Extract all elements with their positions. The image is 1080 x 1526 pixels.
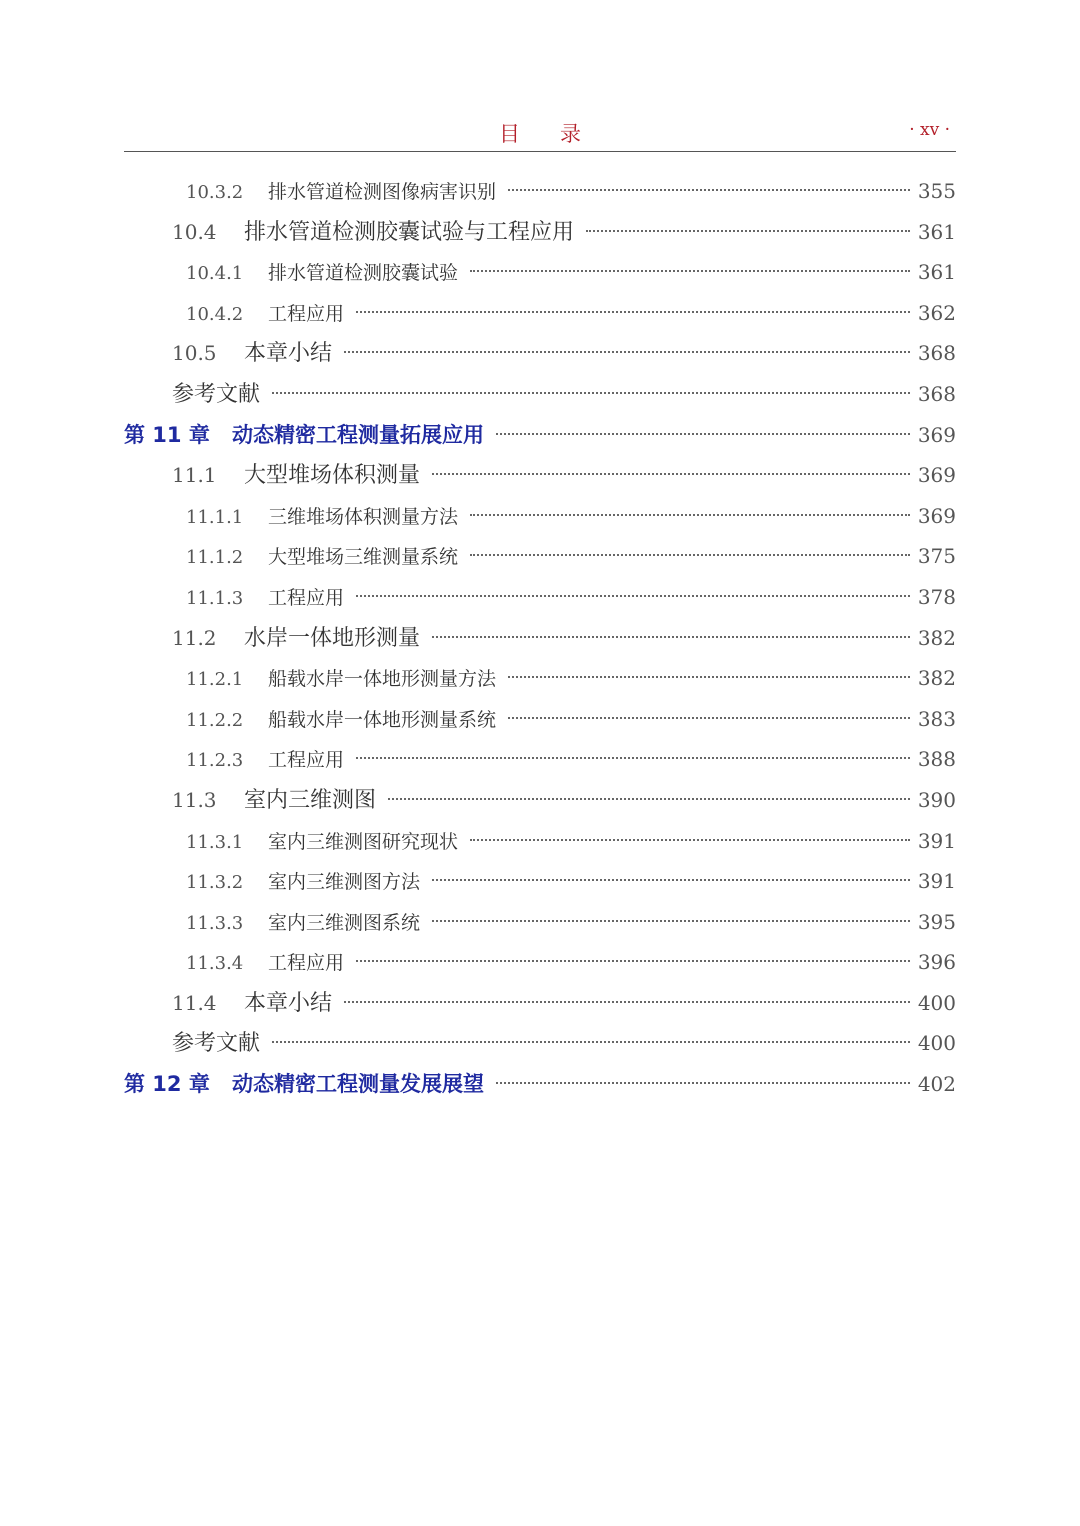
entry-title: 本章小结	[244, 990, 333, 1016]
toc-entry	[124, 212, 956, 253]
entry-page: 396	[917, 950, 956, 975]
toc-entry	[124, 861, 956, 902]
chapter-number: 第 11 章	[124, 422, 210, 447]
toc-entry	[124, 821, 956, 862]
entry-title: 参考文献	[172, 1031, 261, 1057]
toc-entry	[124, 293, 956, 334]
entry-title: 工程应用	[268, 749, 345, 772]
entry-page: 369	[917, 463, 956, 488]
entry-page: 395	[917, 909, 956, 934]
dot-leader	[272, 1040, 910, 1043]
entry-title: 工程应用	[268, 586, 345, 609]
entry-page: 361	[917, 260, 956, 285]
entry-number: 11.1.2	[186, 547, 244, 569]
entry-page: 382	[917, 625, 956, 650]
toc-entry	[124, 902, 956, 943]
entry-number: 11.4	[172, 990, 217, 1015]
entry-number: 11.2.3	[186, 750, 244, 772]
entry-page: 388	[917, 747, 956, 772]
entry-page: 382	[917, 666, 956, 691]
dot-leader	[432, 635, 910, 638]
toc-entry	[124, 536, 956, 577]
entry-title: 水岸一体地形测量	[244, 625, 421, 651]
chapter-title: 动态精密工程测量发展展望	[232, 1072, 484, 1097]
entry-title: 排水管道检测图像病害识别	[268, 181, 497, 203]
entry-page: 368	[917, 341, 956, 366]
dot-leader	[272, 391, 910, 394]
entry-number: 10.4.1	[186, 263, 244, 285]
entry-page: 361	[917, 219, 956, 244]
toc-entry	[124, 577, 956, 618]
entry-page: 383	[917, 706, 956, 731]
entry-page: 375	[917, 544, 956, 569]
entry-title: 工程应用	[268, 952, 345, 975]
dot-leader	[432, 919, 910, 922]
entry-title: 排水管道检测胶囊试验与工程应用	[244, 219, 575, 245]
entry-number: 10.4.2	[186, 303, 244, 325]
table-of-contents	[124, 171, 956, 1105]
toc-entry	[124, 739, 956, 780]
entry-number: 11.2.1	[186, 669, 244, 691]
dot-leader	[432, 472, 910, 475]
header-page-number: · xv ·	[909, 120, 950, 140]
dot-leader	[508, 675, 910, 678]
entry-page: 369	[917, 503, 956, 528]
entry-title: 室内三维测图方法	[268, 871, 421, 894]
toc-entry	[124, 780, 956, 821]
dot-leader	[470, 513, 910, 516]
dot-leader	[470, 553, 910, 556]
entry-title: 本章小结	[244, 341, 333, 367]
toc-entry-references	[124, 374, 956, 415]
dot-leader	[344, 350, 910, 353]
entry-page: 378	[917, 584, 956, 609]
entry-number: 11.1	[172, 463, 217, 488]
dot-leader	[344, 1000, 910, 1003]
page-header	[124, 112, 956, 152]
entry-page: 400	[917, 990, 956, 1015]
entry-title: 大型堆场体积测量	[244, 463, 421, 489]
toc-entry	[124, 618, 956, 659]
entry-number: 11.2	[172, 625, 217, 650]
entry-title: 工程应用	[268, 302, 345, 325]
header-title: 目录	[499, 122, 621, 146]
toc-entry	[124, 983, 956, 1024]
entry-title: 室内三维测图系统	[268, 911, 421, 934]
dot-leader	[508, 188, 910, 191]
entry-page: 400	[917, 1031, 956, 1056]
toc-entry	[124, 252, 956, 293]
entry-number: 11.3.3	[186, 912, 244, 934]
entry-title: 参考文献	[172, 381, 261, 407]
entry-page: 369	[917, 422, 956, 447]
entry-number: 10.4	[172, 219, 217, 244]
toc-entry	[124, 171, 956, 212]
toc-entry-references	[124, 1023, 956, 1064]
entry-title: 船载水岸一体地形测量方法	[268, 668, 497, 691]
toc-entry	[124, 455, 956, 496]
header-rule	[124, 151, 956, 152]
entry-title: 大型堆场三维测量系统	[268, 546, 459, 569]
entry-page: 368	[917, 381, 956, 406]
entry-number: 11.1.3	[186, 587, 244, 609]
chapter-title: 动态精密工程测量拓展应用	[232, 422, 484, 447]
dot-leader	[356, 959, 910, 962]
entry-page: 402	[917, 1072, 956, 1097]
dot-leader	[470, 838, 910, 841]
entry-title: 室内三维测图研究现状	[268, 830, 459, 853]
entry-number: 11.3.2	[186, 872, 244, 894]
entry-page: 391	[917, 828, 956, 853]
entry-number: 11.3.1	[186, 831, 244, 853]
entry-number: 11.3.4	[186, 953, 244, 975]
dot-leader	[496, 1081, 910, 1084]
entry-number: 11.2.2	[186, 709, 244, 731]
toc-entry	[124, 496, 956, 537]
toc-entry	[124, 658, 956, 699]
entry-number: 10.5	[172, 341, 217, 366]
dot-leader	[432, 878, 910, 881]
dot-leader	[356, 310, 910, 313]
entry-page: 391	[917, 869, 956, 894]
entry-page: 390	[917, 787, 956, 812]
dot-leader	[508, 716, 910, 719]
dot-leader	[470, 269, 910, 272]
entry-number: 10.3.2	[186, 182, 244, 203]
toc-chapter-entry	[124, 415, 956, 456]
toc-chapter-entry	[124, 1064, 956, 1105]
toc-entry	[124, 333, 956, 374]
entry-number: 11.1.1	[186, 506, 244, 528]
entry-page: 355	[917, 179, 956, 203]
toc-entry	[124, 942, 956, 983]
dot-leader	[388, 797, 910, 800]
dot-leader	[356, 594, 910, 597]
entry-title: 室内三维测图	[244, 787, 377, 813]
dot-leader	[586, 229, 910, 232]
dot-leader	[496, 432, 910, 435]
entry-page: 362	[917, 300, 956, 325]
entry-title: 三维堆场体积测量方法	[268, 505, 459, 528]
chapter-number: 第 12 章	[124, 1072, 210, 1097]
entry-number: 11.3	[172, 787, 217, 812]
dot-leader	[356, 756, 910, 759]
entry-title: 船载水岸一体地形测量系统	[268, 708, 497, 731]
entry-title: 排水管道检测胶囊试验	[268, 262, 459, 285]
toc-entry	[124, 699, 956, 740]
